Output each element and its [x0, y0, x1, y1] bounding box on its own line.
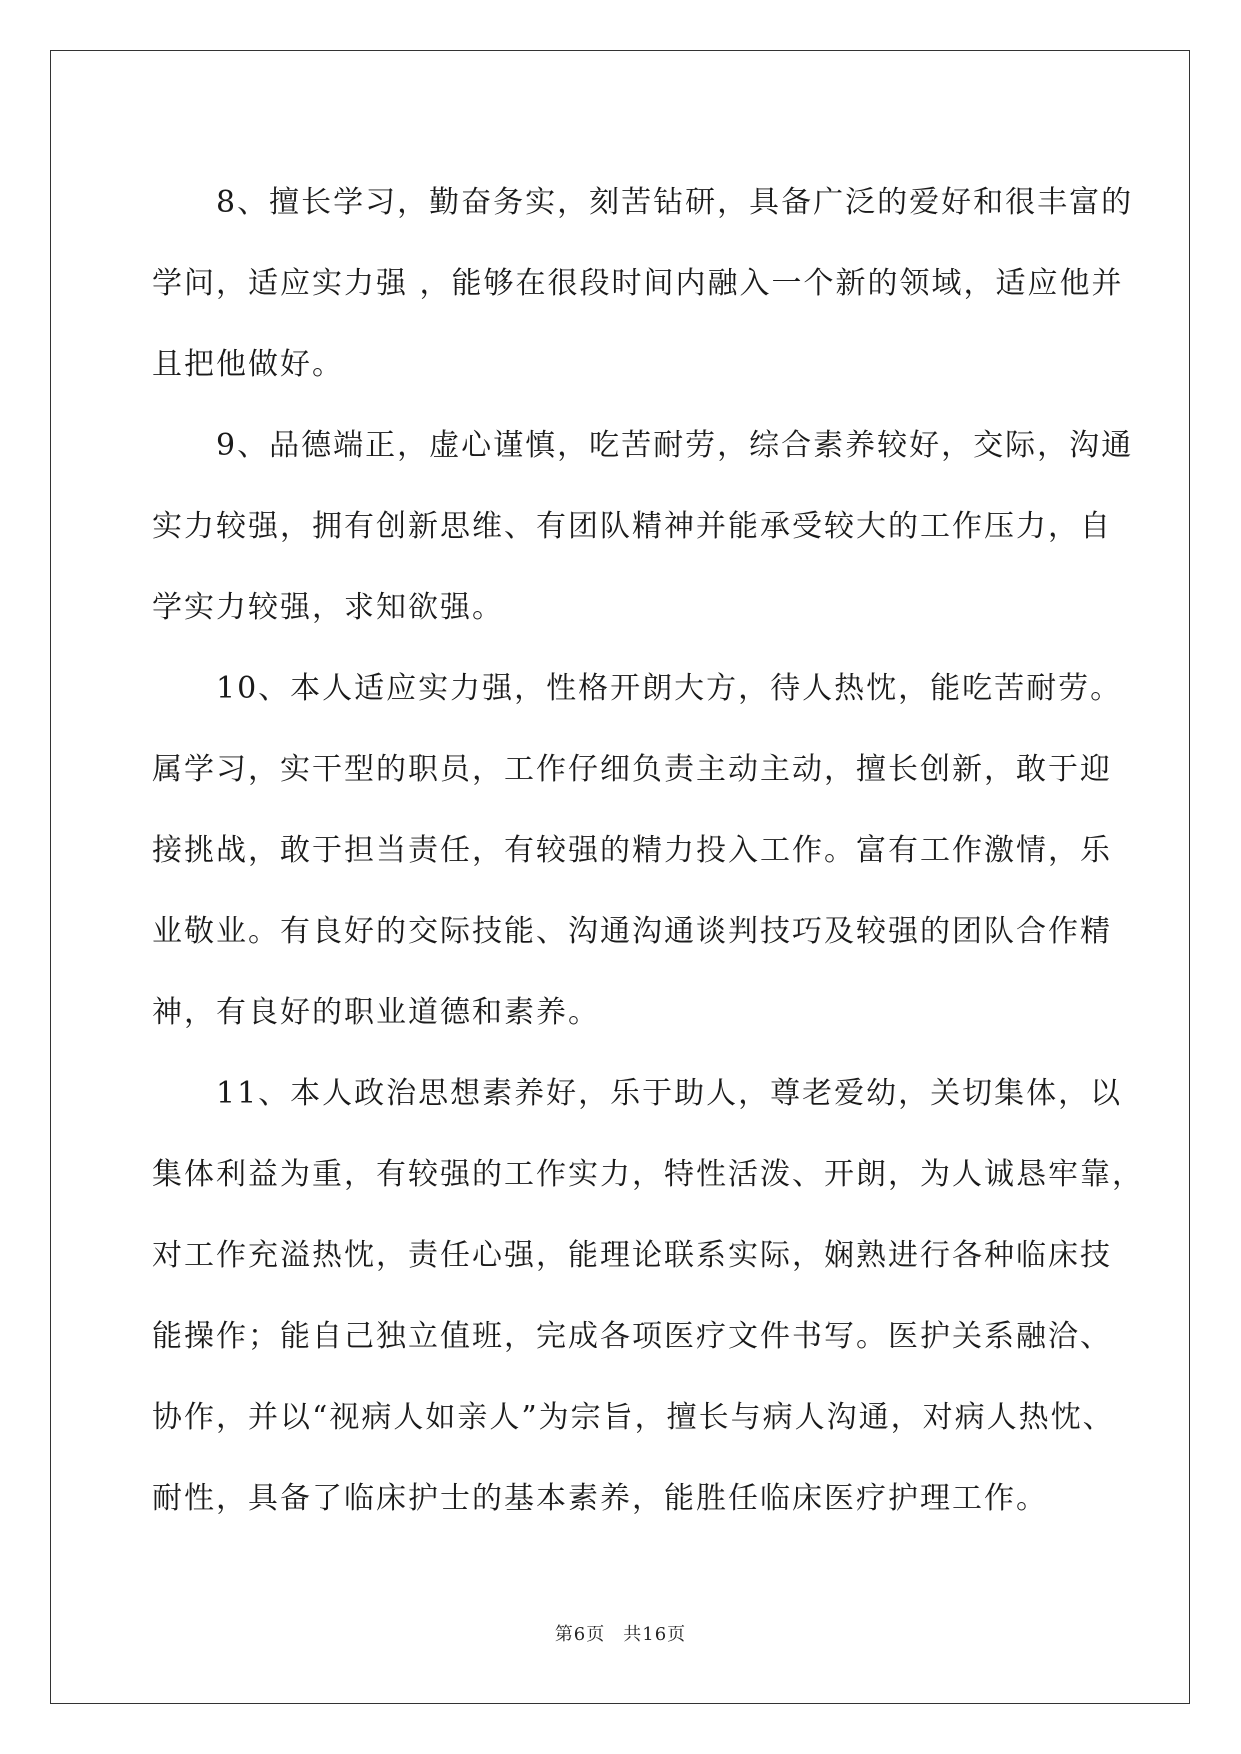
text-line: 接挑战，敢于担当责任，有较强的精力投入工作。富有工作激情，乐 [152, 833, 1112, 868]
paragraph-10 [152, 648, 1123, 1053]
text-line: 属学习，实干型的职员，工作仔细负责主动主动，擅长创新，敢于迎 [152, 752, 1112, 787]
text-line: 9、品德端正，虚心谨慎，吃苦耐劳，综合素养较好，交际，沟通 [152, 428, 1134, 463]
page-total: 共16页 [623, 1624, 687, 1645]
text-line: 协作，并以“视病人如亲人”为宗旨，擅长与病人沟通，对病人热忱、 [152, 1400, 1115, 1435]
paragraph-11 [152, 1053, 1144, 1539]
text-line: 神，有良好的职业道德和素养。 [152, 995, 600, 1030]
text-line: 耐性，具备了临床护士的基本素养，能胜任临床医疗护理工作。 [152, 1481, 1048, 1516]
page-number: 第6页 [554, 1624, 606, 1645]
page-footer [0, 1620, 1241, 1646]
text-line: 业敬业。有良好的交际技能、沟通沟通谈判技巧及较强的团队合作精 [152, 914, 1112, 949]
text-line: 11、本人政治思想素养好，乐于助人，尊老爱幼，关切集体，以 [152, 1076, 1123, 1111]
paragraph-8 [152, 162, 1134, 405]
text-line: 对工作充溢热忱，责任心强，能理论联系实际，娴熟进行各种临床技 [152, 1238, 1112, 1273]
text-line: 学实力较强，求知欲强。 [152, 590, 504, 625]
document-body [152, 162, 1144, 1539]
text-line: 能操作；能自己独立值班，完成各项医疗文件书写。医护关系融洽、 [152, 1319, 1112, 1354]
text-line: 实力较强，拥有创新思维、有团队精神并能承受较大的工作压力，自 [152, 509, 1112, 544]
paragraph-9 [152, 405, 1134, 648]
text-line: 8、擅长学习，勤奋务实，刻苦钻研，具备广泛的爱好和很丰富的 [152, 185, 1134, 220]
text-line: 集体利益为重，有较强的工作实力，特性活泼、开朗，为人诚恳牢靠， [152, 1157, 1144, 1192]
text-line: 10、本人适应实力强，性格开朗大方，待人热忱，能吃苦耐劳。 [152, 671, 1123, 706]
text-line: 且把他做好。 [152, 347, 344, 382]
text-line: 学问，适应实力强 ，能够在很段时间内融入一个新的领域，适应他并 [152, 266, 1124, 301]
